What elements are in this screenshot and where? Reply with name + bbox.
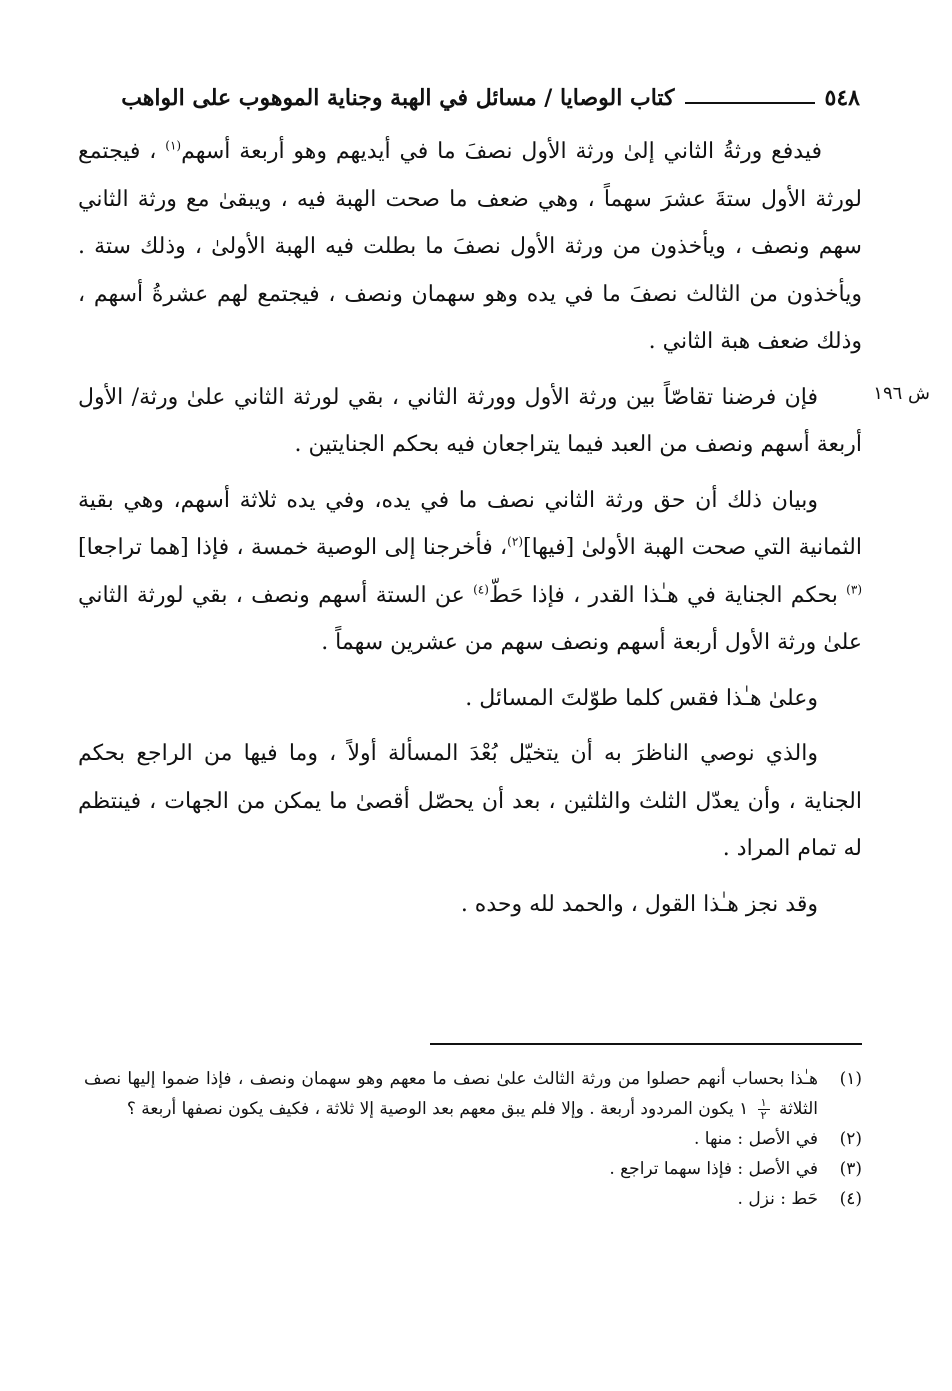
footnote-text: في الأصل : منها . xyxy=(693,1129,818,1149)
paragraph-4: وعلىٰ هـٰذا فقس كلما طوّلتَ المسائل . xyxy=(465,685,818,711)
footnote-text xyxy=(84,1064,818,1124)
page-header xyxy=(82,78,860,118)
footnote-ref-4[interactable]: (٤) xyxy=(473,582,489,597)
paragraph-5: والذي نوصي الناظرَ به أن يتخيّل بُعْدَ المسألة أولاً ، وما فيها من الراجع بحكم الجناية ، وأن يعدّل الثلث والثلثين ، بعد أن يحصّل أقصىٰ ما يمكن من الجهات ، فينتظم له تمام المراد . xyxy=(78,741,862,861)
header-rule xyxy=(685,102,815,104)
paragraph-text: عن الستة أسهم ونصف ، بقي لورثة الثاني علىٰ ورثة الأول أربعة أسهم ونصف سهم من عشرين سهماً . xyxy=(78,582,862,655)
paragraph-1 xyxy=(78,128,862,366)
paragraph-3 xyxy=(78,477,862,667)
page-number: ٥٤٨ xyxy=(824,85,860,111)
paragraph-6: وقد نجز هـٰذا القول ، والحمد لله وحده . xyxy=(460,891,818,917)
fraction xyxy=(758,1097,770,1122)
running-title: كتاب الوصايا / مسائل في الهبة وجناية الموهوب على الواهب xyxy=(121,85,675,111)
footnote-text-part: هـٰذا بحساب أنهم حصلوا من ورثة الثالث علىٰ نصف ما معهم وهو سهمان ونصف ، فإذا ضموا إليها نصف الثلاثة xyxy=(84,1069,818,1119)
footnote-text: في الأصل : فإذا سهما تراجع . xyxy=(609,1159,818,1179)
main-text xyxy=(78,128,862,936)
footnote-number: (٣) xyxy=(839,1159,862,1179)
fraction-numerator: ١ xyxy=(758,1097,770,1110)
paragraph-text: بحكم الجناية في هـٰذا القدر ، فإذا حَطّ xyxy=(488,582,847,608)
footnote-4 xyxy=(84,1184,862,1214)
paragraph-text: فيدفع ورثةُ الثاني إلىٰ ورثة الأول نصفَ ما في أيديهم وهو أربعة أسهم xyxy=(181,139,822,164)
paragraph-text: ، فيجتمع لورثة الأول ستةَ عشرَ سهماً ، وهي ضعف ما صحت الهبة فيه ، ويبقىٰ مع ورثة الثاني سهم ونصف ، ويأخذون من ورثة الأول نصفَ ما بطلت فيه الهبة الأولىٰ ، وذلك ستة . ويأخذون من الثالث نصفَ ما في يده وهو سهمان ونصف ، فيجتمع لهم عشرةُ أسهم ، وذلك ضعف هبة الثاني . xyxy=(78,139,862,354)
footnote-text-part: ١ يكون المردود أربعة . وإلا فلم يبق معهم بعد الوصية إلا ثلاثة ، فكيف يكون نصفها أربعة ؟ xyxy=(126,1099,754,1119)
footnote-3 xyxy=(84,1154,862,1184)
paragraph-text: ، فأخرجنا إلى الوصية خمسة ، فإذا [هما تراجعا] xyxy=(78,535,508,560)
fraction-denominator: ٢ xyxy=(760,1109,767,1122)
paragraph-text: وبيان ذلك أن حق ورثة الثاني نصف ما في يده، وفي يده ثلاثة أسهم، وهي بقية الثمانية التي صحت الهبة الأولىٰ [فيها] xyxy=(78,487,863,560)
footnote-1 xyxy=(84,1064,862,1124)
footnote-separator xyxy=(430,1043,862,1045)
paragraph-2: فإن فرضنا تقاصّاً بين ورثة الأول وورثة الثاني ، بقي لورثة الثاني علىٰ ورثة/ الأول أربعة أسهم ونصف من العبد فيما يتراجعان فيه بحكم الجنايتين . xyxy=(78,384,862,457)
footnotes xyxy=(84,1064,862,1214)
footnote-number: (١) xyxy=(839,1069,862,1089)
footnote-ref-2[interactable]: (٢) xyxy=(507,534,523,549)
footnote-2 xyxy=(84,1124,862,1154)
footnote-text: حَط : نزل . xyxy=(737,1189,818,1209)
footnote-ref-3[interactable]: (٣) xyxy=(846,582,862,597)
footnote-ref-1[interactable]: (١) xyxy=(165,138,182,153)
footnote-number: (٢) xyxy=(839,1129,862,1149)
margin-note: ش ١٩٦ xyxy=(873,383,930,404)
footnote-number: (٤) xyxy=(839,1189,862,1209)
